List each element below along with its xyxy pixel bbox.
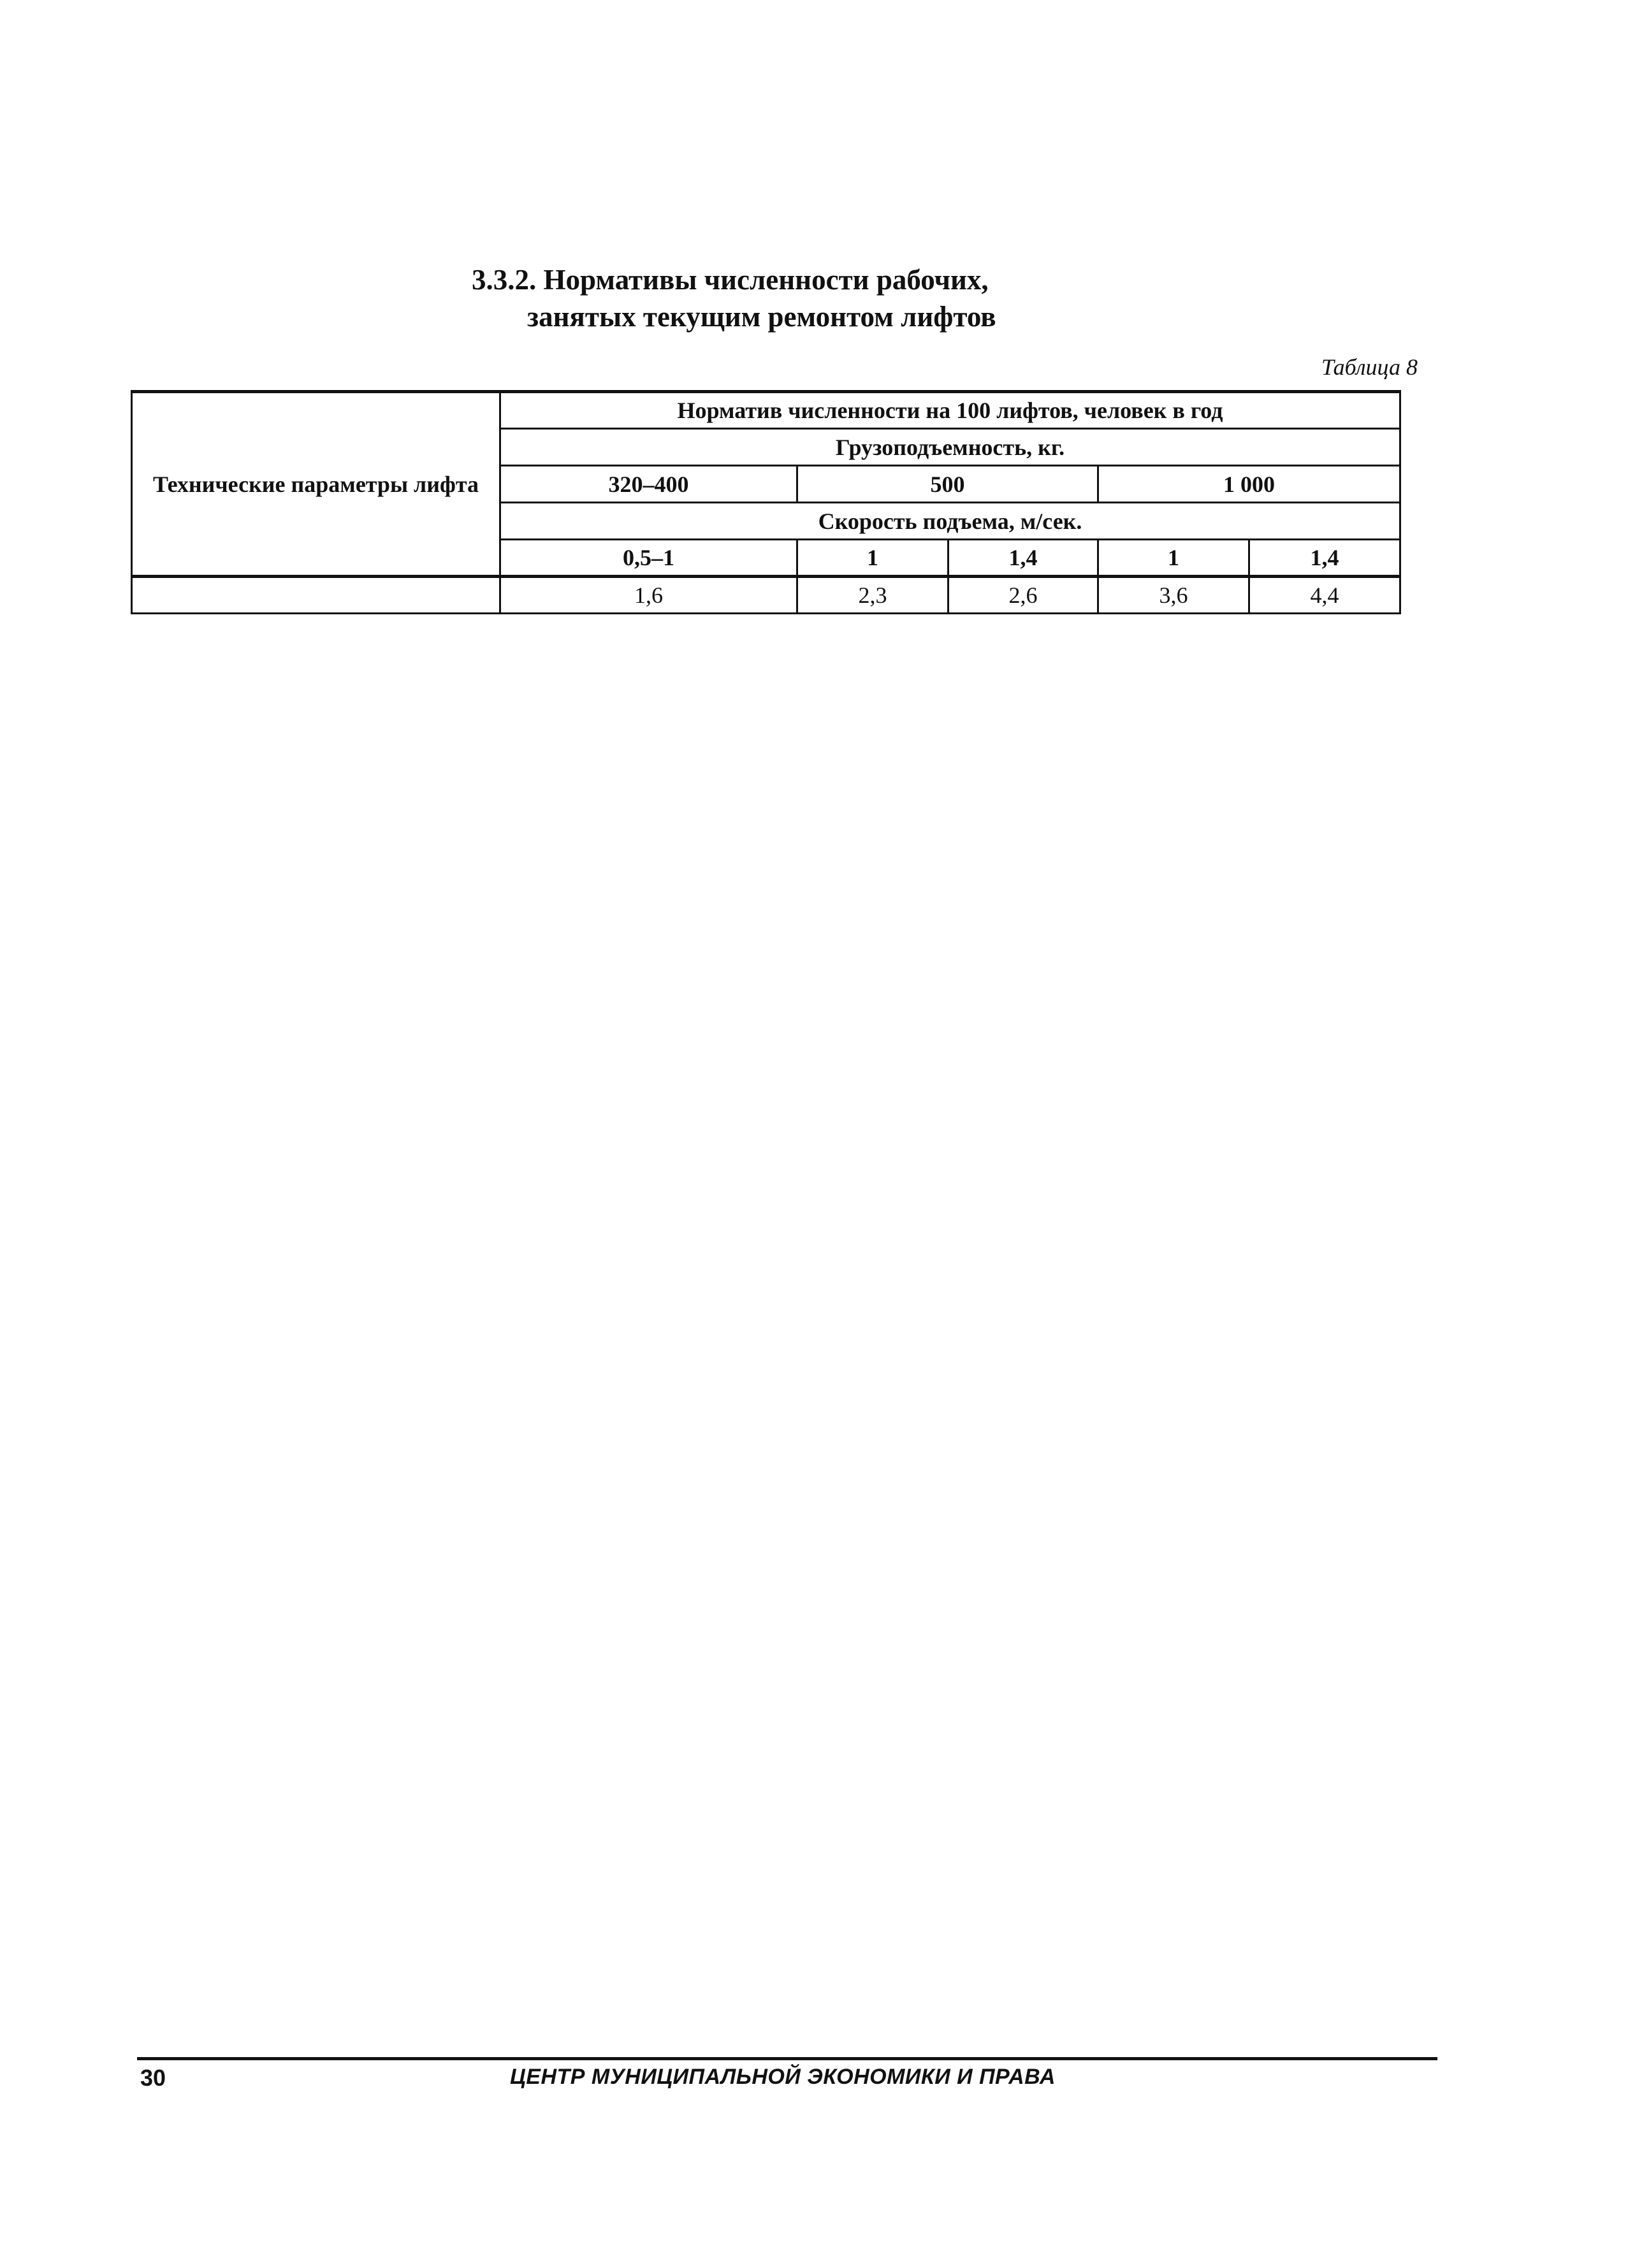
speed-cell: 0,5–1 bbox=[500, 540, 797, 577]
speed-cell: 1,4 bbox=[948, 540, 1098, 577]
norms-table bbox=[131, 390, 1401, 614]
norm-header-cell: Норматив численности на 100 лифтов, человек в год bbox=[500, 392, 1400, 429]
table-row bbox=[132, 577, 1400, 614]
speed-cell: 1,4 bbox=[1249, 540, 1400, 577]
value-cell: 4,4 bbox=[1249, 577, 1400, 614]
speed-cell: 1 bbox=[797, 540, 948, 577]
capacity-cell: 500 bbox=[797, 466, 1098, 503]
section-heading-line2: занятых текущим ремонтом лифтов bbox=[527, 301, 996, 333]
footer-organization: ЦЕНТР МУНИЦИПАЛЬНОЙ ЭКОНОМИКИ И ПРАВА bbox=[510, 2065, 1056, 2089]
value-cell: 2,3 bbox=[797, 577, 948, 614]
section-heading-line1: 3.3.2. Нормативы численности рабочих, bbox=[472, 264, 989, 296]
param-cell bbox=[132, 577, 500, 614]
section-heading bbox=[408, 261, 1071, 335]
value-cell: 3,6 bbox=[1098, 577, 1249, 614]
table-label: Таблица 8 bbox=[1321, 354, 1418, 380]
value-cell: 2,6 bbox=[948, 577, 1098, 614]
capacity-cell: 320–400 bbox=[500, 466, 797, 503]
value-cell: 1,6 bbox=[500, 577, 797, 614]
speed-cell: 1 bbox=[1098, 540, 1249, 577]
capacity-header-cell: Грузоподъемность, кг. bbox=[500, 429, 1400, 466]
param-header-cell: Технические параметры лифта bbox=[132, 392, 500, 577]
header-row-norm bbox=[132, 392, 1400, 429]
footer-divider bbox=[137, 2057, 1437, 2060]
speed-header-cell: Скорость подъема, м/сек. bbox=[500, 503, 1400, 540]
page-number: 30 bbox=[140, 2065, 166, 2091]
capacity-cell: 1 000 bbox=[1098, 466, 1400, 503]
